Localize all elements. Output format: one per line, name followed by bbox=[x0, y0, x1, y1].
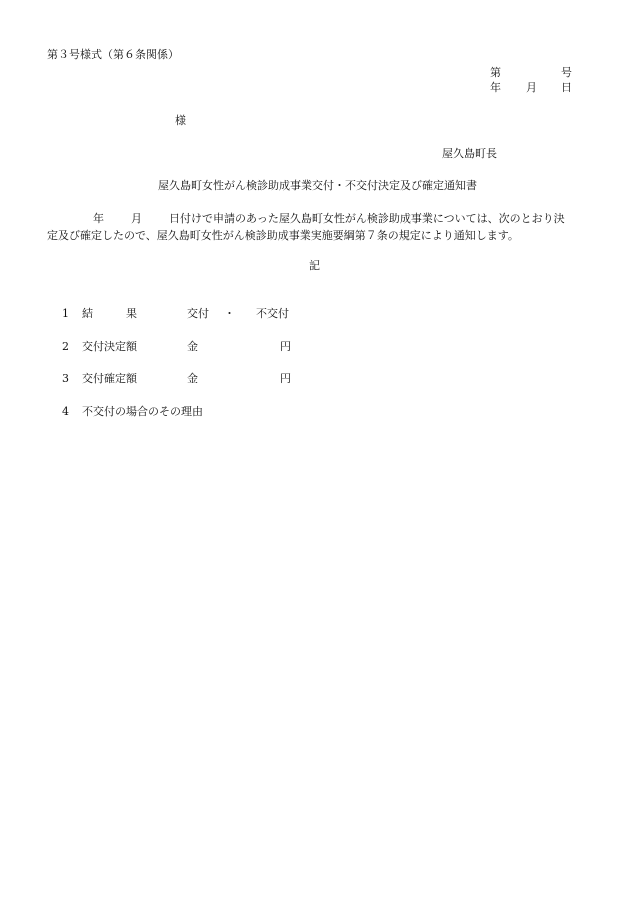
body-line-1-text: 日付けで申請のあった屋久島町女性がん検診助成事業については、次のとおり決 bbox=[169, 212, 565, 225]
ki-heading: 記 bbox=[309, 259, 320, 272]
date-month-label: 月 bbox=[526, 81, 537, 94]
item-4-number: 4 bbox=[62, 405, 69, 418]
document-number-prefix: 第 bbox=[490, 66, 501, 79]
body-month-label: 月 bbox=[131, 212, 142, 225]
body-paragraph bbox=[47, 210, 587, 244]
item-2-yen-suffix: 円 bbox=[280, 340, 291, 353]
date-year-label: 年 bbox=[490, 81, 501, 94]
item-1-separator: ・ bbox=[224, 307, 235, 320]
item-1-grant-option: 交付 bbox=[187, 307, 209, 320]
item-1-label: 結 果 bbox=[82, 307, 137, 320]
document-number-suffix: 号 bbox=[561, 66, 572, 79]
date-day-label: 日 bbox=[561, 81, 572, 94]
sender-name: 屋久島町長 bbox=[442, 147, 497, 160]
document-title: 屋久島町女性がん検診助成事業交付・不交付決定及び確定通知書 bbox=[158, 179, 477, 192]
recipient-honorific: 様 bbox=[175, 114, 186, 127]
item-4-label: 不交付の場合のその理由 bbox=[82, 405, 203, 418]
body-line-2: 定及び確定したので、屋久島町女性がん検診助成事業実施要綱第７条の規定により通知します。 bbox=[47, 229, 519, 242]
form-number-label: 第３号様式（第６条関係） bbox=[47, 48, 179, 61]
item-1-nongrant-option: 不交付 bbox=[256, 307, 289, 320]
body-line-1 bbox=[47, 210, 587, 227]
item-3-money-prefix: 金 bbox=[187, 372, 198, 385]
item-2-money-prefix: 金 bbox=[187, 340, 198, 353]
item-3-label: 交付確定額 bbox=[82, 372, 137, 385]
item-3-yen-suffix: 円 bbox=[280, 372, 291, 385]
item-2-label: 交付決定額 bbox=[82, 340, 137, 353]
item-3-number: 3 bbox=[62, 372, 69, 385]
body-year-label: 年 bbox=[93, 212, 104, 225]
item-2-number: 2 bbox=[62, 340, 69, 353]
item-1-number: 1 bbox=[62, 307, 69, 320]
